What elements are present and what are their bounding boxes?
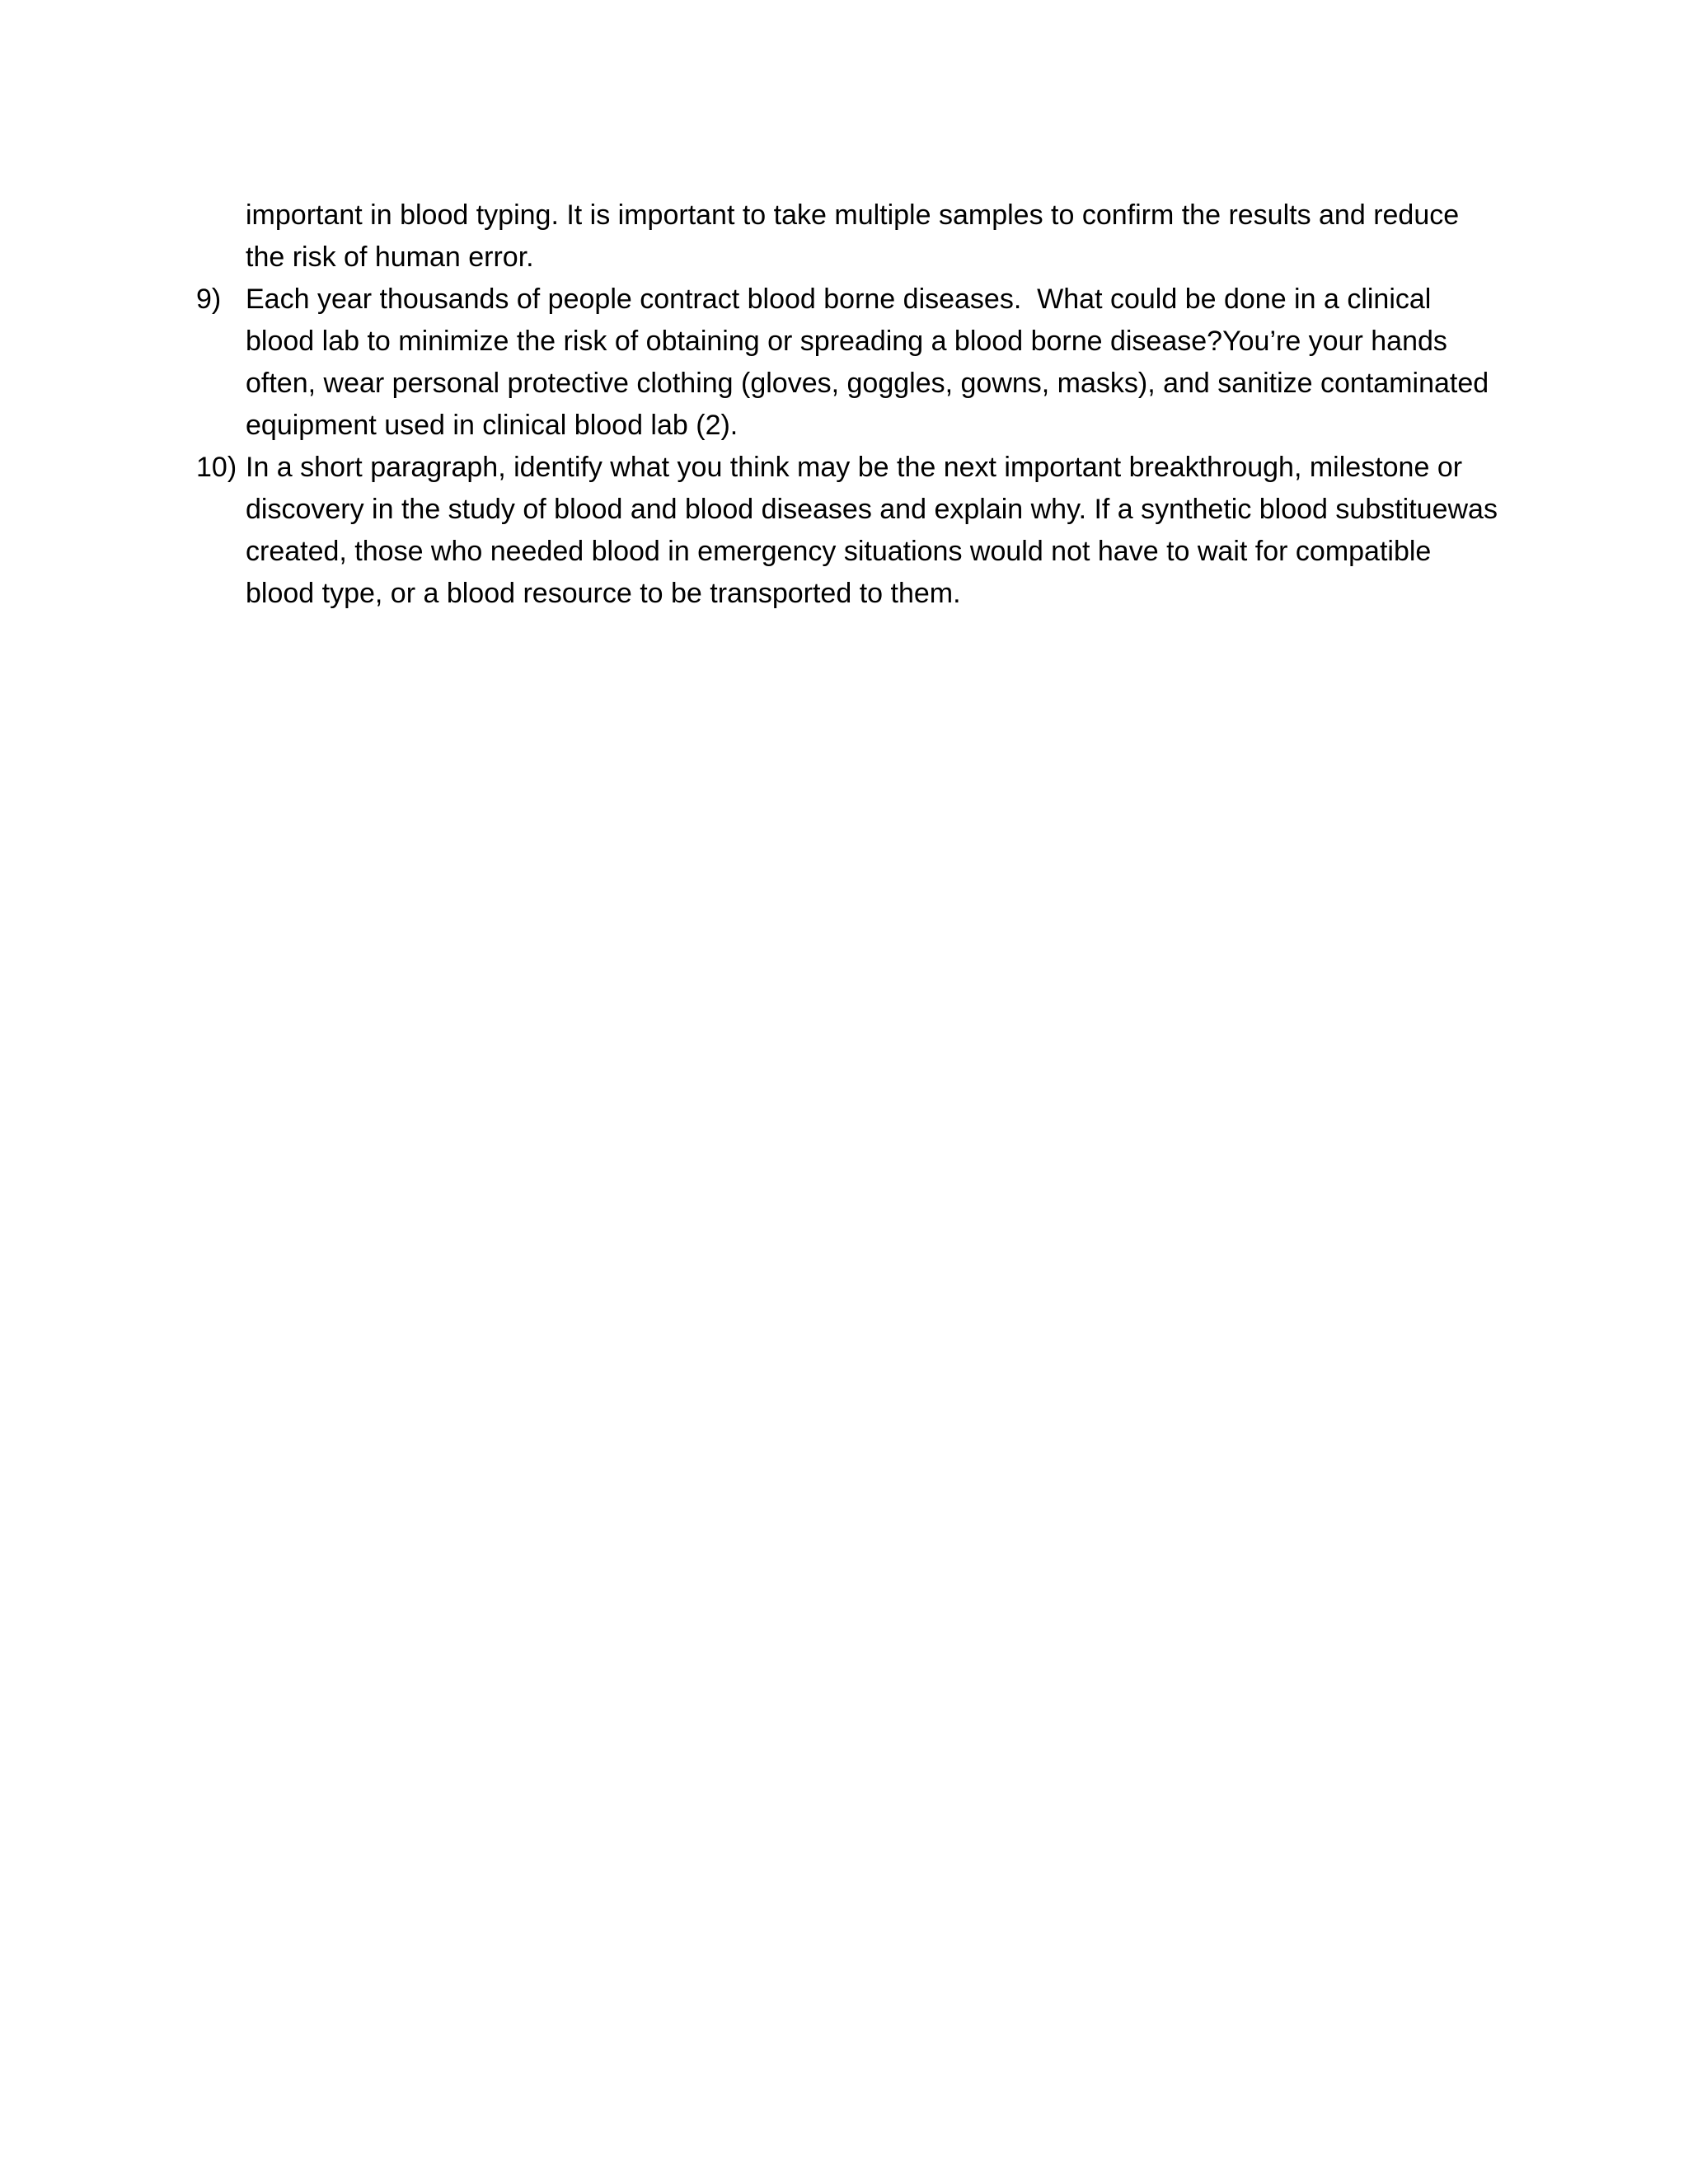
list-item-text: In a short paragraph, identify what you think may be the next important breakthrough, milestone or discovery in the study of blood and blood diseases and explain why. If a synthetic blood substituewas created, those who needed blood in emergency situations would not have to wait for compatible blood type, or a blood resource to be transported to them. bbox=[246, 452, 1506, 609]
document-body bbox=[196, 194, 1506, 615]
list-item-number: 9) bbox=[196, 284, 222, 315]
continuation-paragraph: important in blood typing. It is important to take multiple samples to confirm the results and reduce the risk of human error. bbox=[246, 199, 1467, 273]
list-item-10 bbox=[196, 447, 1506, 615]
list-item-9 bbox=[196, 279, 1498, 447]
list-item-text: Each year thousands of people contract blood borne diseases. What could be done in a clinical blood lab to minimize the risk of obtaining or spreading a blood borne disease?You’re your hands often, wear personal protective clothing (gloves, goggles, gowns, masks), and sanitize contaminated equipment used in clinical blood lab (2). bbox=[246, 284, 1497, 441]
list-item-number: 10) bbox=[196, 452, 237, 483]
